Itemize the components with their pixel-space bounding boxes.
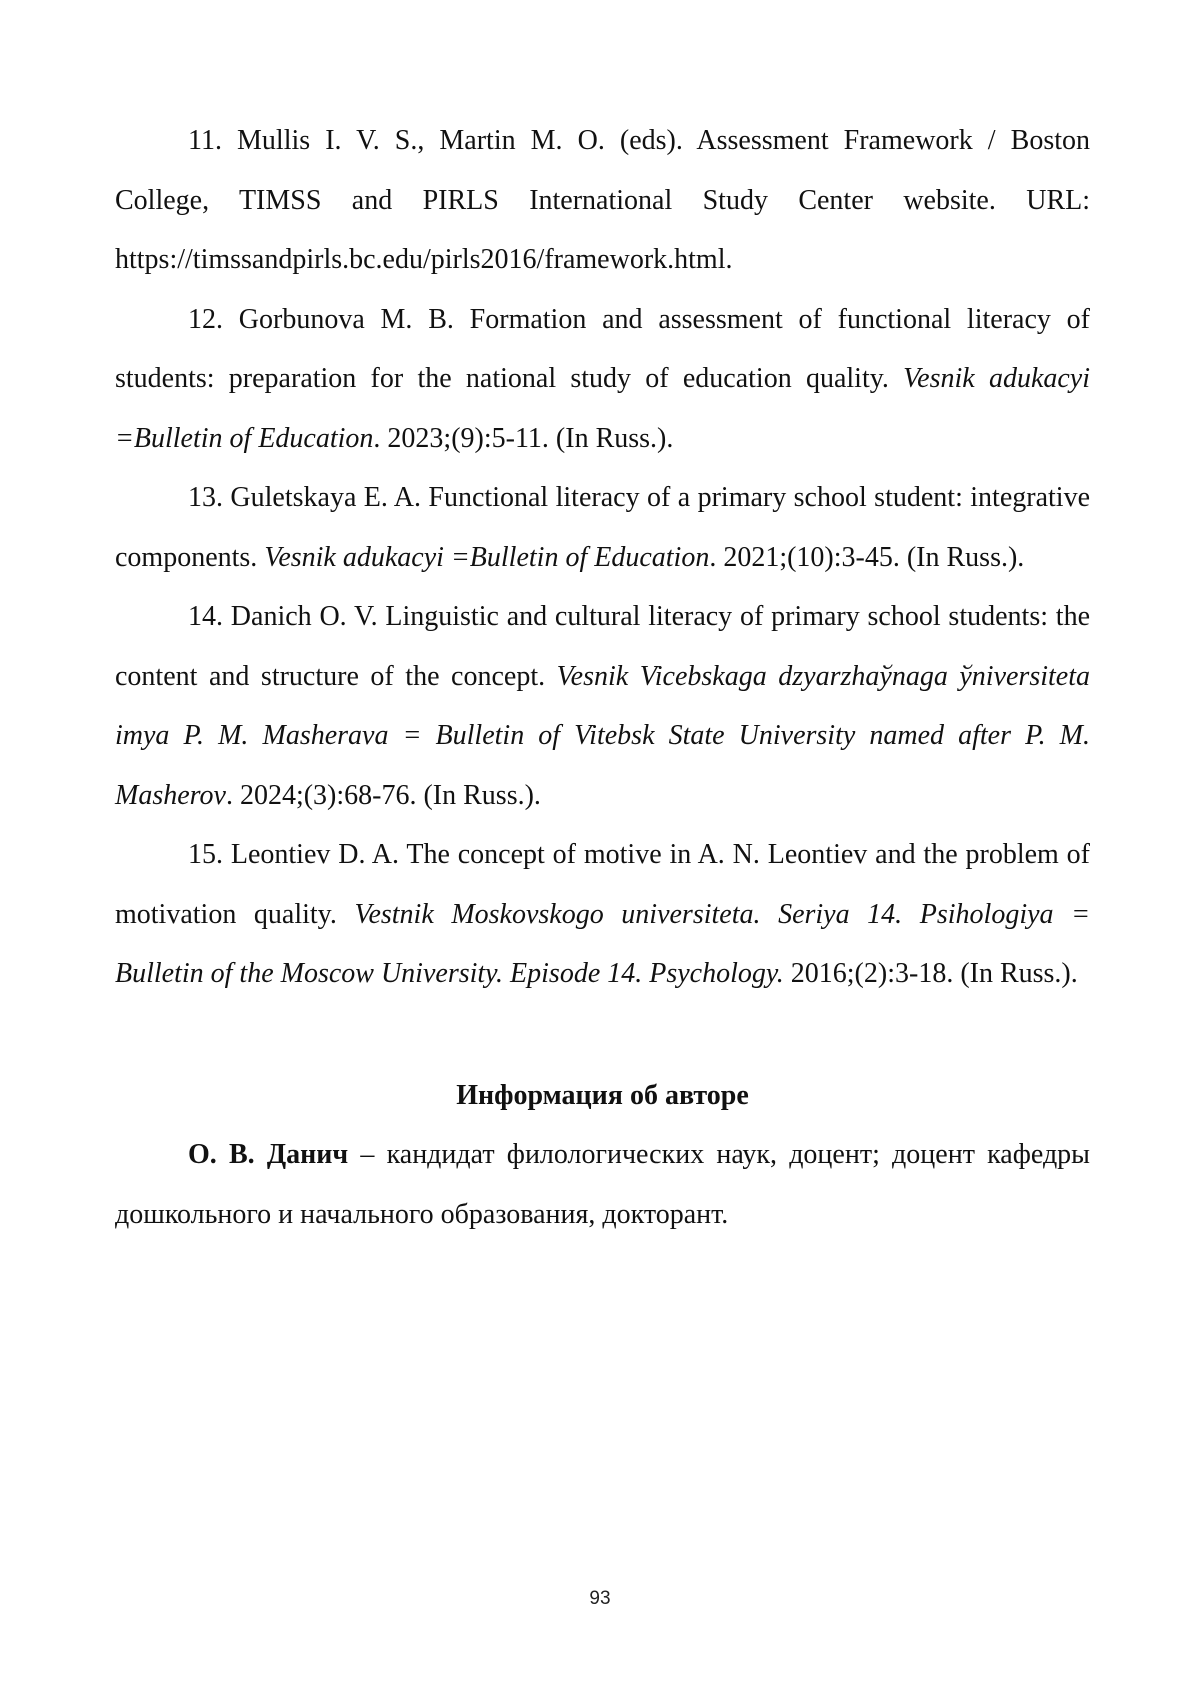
author-info (115, 1125, 1090, 1244)
reference-11 (115, 111, 1090, 290)
reference-15 (115, 825, 1090, 1004)
reference-14-details: . 2024;(3):68-76. (In Russ.). (225, 779, 541, 811)
reference-13-details: . 2021;(10):3-45. (In Russ.). (709, 541, 1025, 573)
page-content (115, 111, 1090, 1244)
reference-14 (115, 587, 1090, 825)
author-description: – кандидат филологических наук, доцент; доцент кафедры дошкольного и начального образования, докторант. (115, 1139, 1090, 1230)
author-name: О. В. Данич (188, 1139, 349, 1170)
reference-12 (115, 290, 1090, 469)
reference-14-text: 14. Danich O. V. Linguistic and cultural literacy of primary school students: the content and structure of the concept. (115, 601, 1090, 692)
reference-15-text: 15. Leontiev D. A. The concept of motive in A. N. Leontiev and the problem of motivation quality. (115, 839, 1090, 930)
reference-12-details: . 2023;(9):5-11. (In Russ.). (373, 422, 674, 454)
reference-14-journal: Vesnik Vicebskaga dzyarzhaўnaga ўniversiteta imya P. M. Masherava = Bulletin of Vitebsk State University named after P. M. Masherov (115, 660, 1090, 811)
reference-15-journal: Vestnik Moskovskogo universiteta. Seriya 14. Psihologiya = Bulletin of the Moscow University. Episode 14. Psychology. (115, 898, 1090, 989)
author-section-title: Информация об авторе (456, 1079, 749, 1111)
reference-13-text: 13. Guletskaya E. A. Functional literacy of a primary school student: integrative components. (115, 482, 1090, 573)
reference-12-journal: Vesnik adukacyi =Bulletin of Education (115, 363, 1091, 454)
reference-11-text: 11. Mullis I. V. S., Martin M. O. (eds). Assessment Framework / Boston College, TIMSS and PIRLS International Study Center website. URL: https://timssandpirls.bc.edu/pirls2016/framework.html. (115, 125, 1090, 275)
reference-15-details: 2016;(2):3-18. (In Russ.). (783, 958, 1078, 989)
reference-13 (115, 468, 1090, 587)
reference-13-journal: Vesnik adukacyi =Bulletin of Education (264, 541, 710, 573)
reference-12-text: 12. Gorbunova M. B. Formation and assessment of functional literacy of students: preparation for the national study of education quality. (115, 303, 1090, 394)
page-number: 93 (589, 1588, 611, 1609)
